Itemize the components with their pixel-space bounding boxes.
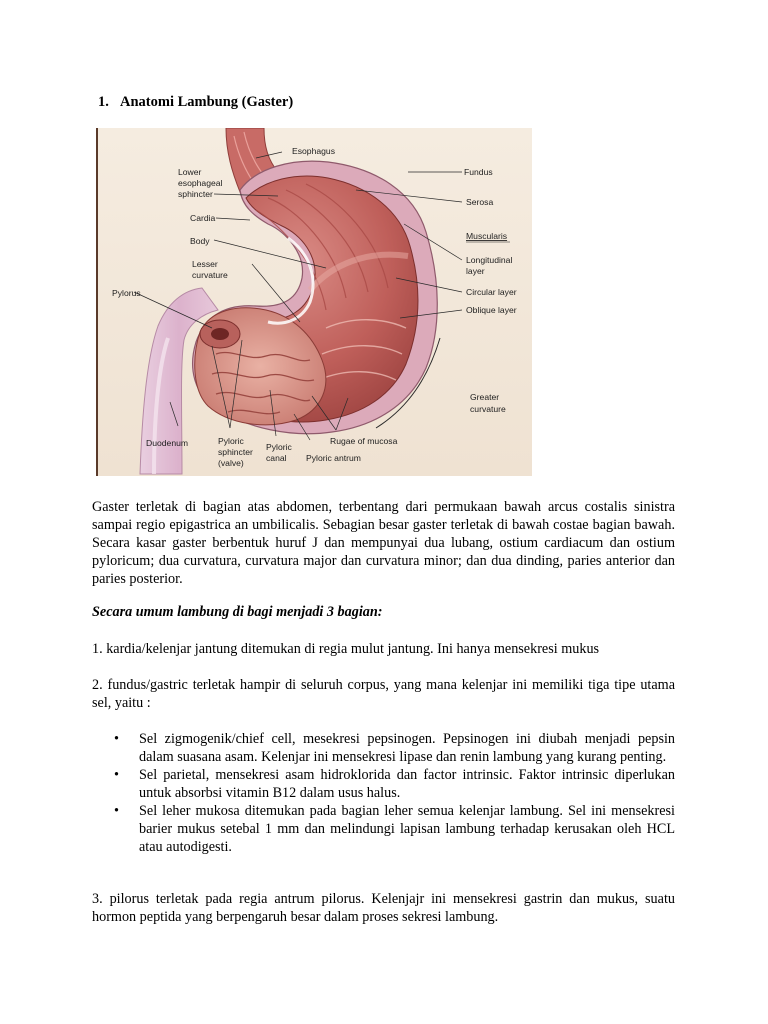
label-pyloric-antrum: Pyloric antrum [306, 453, 361, 463]
label-greater-line2: curvature [470, 404, 506, 414]
bullet-item [92, 730, 675, 766]
label-longitudinal-line2: layer [466, 266, 485, 276]
label-serosa: Serosa [466, 197, 494, 207]
bullet-dot: • [114, 767, 119, 783]
label-greater-line1: Greater [470, 392, 500, 402]
bullet-dot: • [114, 731, 119, 747]
label-cardia: Cardia [190, 213, 216, 223]
label-pyloric-sphincter-line1: Pyloric [218, 436, 244, 446]
section-heading [98, 94, 293, 111]
bullet-text: Sel zigmogenik/chief cell, mesekresi pepsinogen. Pepsinogen ini diubah menjadi pepsin dalam suasana asam. Kelenjar ini mensekresi lipase dan renin lambung yang kurang penting. [139, 731, 675, 765]
label-esophagus: Esophagus [292, 146, 336, 156]
label-lower-line1: Lower [178, 167, 202, 177]
label-pylorus: Pylorus [112, 288, 141, 298]
bullet-item [92, 802, 675, 856]
intro-paragraph: Gaster terletak di bagian atas abdomen, terbentang dari permukaan bawah arcus costalis sinistra sampai regio epigastrica an umbilicalis. Sebagian besar gaster terletak di bawah costae bagian bawah. Secara kasar gaster berbentuk huruf J dan mempunyai dua lubang, ostium cardiacum dan ostium pyloricum; dua curvatura, curvatura major dan curvatura minor; dan dua dinding, paries anterior dan paries posterior. [92, 499, 675, 587]
label-lesser-line2: curvature [192, 270, 228, 280]
subheading: Secara umum lambung di bagi menjadi 3 bagian: [92, 604, 383, 620]
bullet-text: Sel parietal, mensekresi asam hidroklorida dan factor intrinsic. Faktor intrinsic diperlukan untuk absorbsi vitamin B12 dalam usus halus. [139, 767, 675, 801]
label-longitudinal-line1: Longitudinal [466, 255, 513, 265]
label-lower-line2: esophageal [178, 178, 223, 188]
section-title: Anatomi Lambung (Gaster) [120, 94, 294, 110]
bullet-text: Sel leher mukosa ditemukan pada bagian leher semua kelenjar lambung. Sel ini mensekresi barier mukus setebal 1 mm dan melindungi lapisan lambung terhadap kerusakan oleh HCL atau autodigesti. [139, 803, 675, 855]
cell-type-list [92, 730, 675, 856]
label-pyloric-sphincter-line3: (valve) [218, 458, 244, 468]
stomach-illustration [96, 128, 532, 476]
stomach-anatomy-figure [96, 128, 532, 476]
bullet-dot: • [114, 803, 119, 819]
label-lower-line3: sphincter [178, 189, 213, 199]
list-item-fundus: 2. fundus/gastric terletak hampir di seluruh corpus, yang mana kelenjar ini memiliki tiga tipe utama sel, yaitu : [92, 677, 675, 711]
label-pyloric-canal-line2: canal [266, 453, 287, 463]
label-pyloric-canal-line1: Pyloric [266, 442, 292, 452]
pyloric-opening [211, 328, 229, 340]
label-fundus: Fundus [464, 167, 493, 177]
label-duodenum: Duodenum [146, 438, 189, 448]
label-lesser-line1: Lesser [192, 259, 218, 269]
section-number: 1. [98, 94, 109, 110]
label-pyloric-sphincter-line2: sphincter [218, 447, 253, 457]
figure-left-border [96, 128, 98, 476]
list-item-pilorus: 3. pilorus terletak pada regia antrum pilorus. Kelenjajr ini mensekresi gastrin dan mukus, suatu hormon peptida yang berpengaruh besar dalam proses sekresi lambung. [92, 891, 675, 925]
bullet-item [92, 766, 675, 802]
label-muscularis: Muscularis [466, 231, 508, 241]
list-item-kardia: 1. kardia/kelenjar jantung ditemukan di regia mulut jantung. Ini hanya mensekresi mukus [92, 641, 600, 657]
label-body: Body [190, 236, 210, 246]
label-rugae: Rugae of mucosa [330, 436, 398, 446]
label-circular-layer: Circular layer [466, 287, 517, 297]
label-oblique-layer: Oblique layer [466, 305, 517, 315]
